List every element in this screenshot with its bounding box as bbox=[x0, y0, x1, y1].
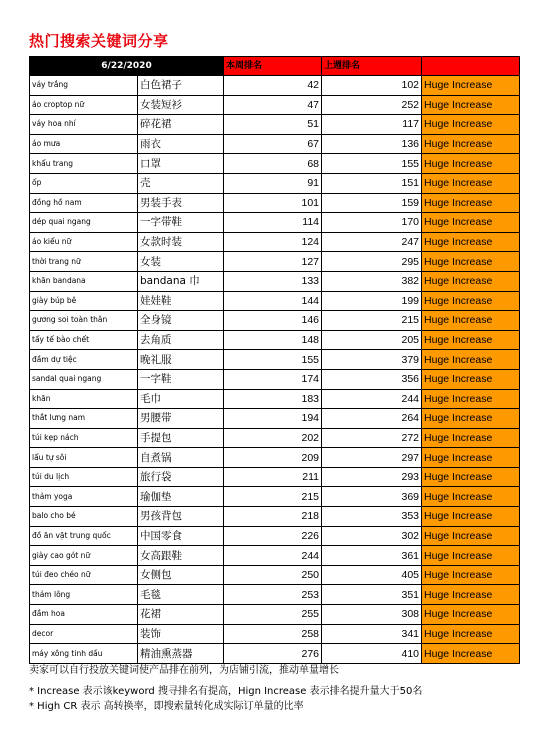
last-week-rank-cell: 247 bbox=[322, 232, 422, 252]
table-row bbox=[30, 389, 520, 409]
keyword-cn-cell: bandana 巾 bbox=[138, 271, 224, 291]
keyword-cn-cell: 男腰带 bbox=[138, 409, 224, 429]
last-week-rank-cell: 302 bbox=[322, 526, 422, 546]
last-week-rank-cell: 244 bbox=[322, 389, 422, 409]
note-high-cr: * High CR 表示 高转换率，即搜索量转化成实际订单量的比率 bbox=[29, 701, 304, 712]
table-row bbox=[30, 291, 520, 311]
header-date: 6/22/2020 bbox=[30, 57, 224, 76]
keyword-cn-cell: 毛毯 bbox=[138, 585, 224, 605]
table-row bbox=[30, 350, 520, 370]
trend-tag-cell: Huge Increase bbox=[422, 330, 520, 350]
trend-tag-cell: Huge Increase bbox=[422, 467, 520, 487]
last-week-rank-cell: 170 bbox=[322, 213, 422, 233]
keyword-cn-cell: 晚礼服 bbox=[138, 350, 224, 370]
table-header-row bbox=[30, 57, 520, 76]
table-row bbox=[30, 232, 520, 252]
this-week-rank-cell: 127 bbox=[224, 252, 322, 272]
trend-tag-cell: Huge Increase bbox=[422, 350, 520, 370]
trend-tag-cell: Huge Increase bbox=[422, 311, 520, 331]
keyword-vi-cell: váy trắng bbox=[30, 76, 138, 96]
this-week-rank-cell: 133 bbox=[224, 271, 322, 291]
table-row bbox=[30, 76, 520, 96]
this-week-rank-cell: 258 bbox=[224, 624, 322, 644]
keyword-cn-cell: 全身镜 bbox=[138, 311, 224, 331]
table-row bbox=[30, 369, 520, 389]
keyword-vi-cell: dép quai ngang bbox=[30, 213, 138, 233]
this-week-rank-cell: 67 bbox=[224, 134, 322, 154]
trend-tag-cell: Huge Increase bbox=[422, 193, 520, 213]
table-row bbox=[30, 134, 520, 154]
keyword-cn-cell: 男孩背包 bbox=[138, 507, 224, 527]
header-last-week: 上週排名 bbox=[322, 57, 422, 76]
this-week-rank-cell: 114 bbox=[224, 213, 322, 233]
last-week-rank-cell: 136 bbox=[322, 134, 422, 154]
trend-tag-cell: Huge Increase bbox=[422, 428, 520, 448]
last-week-rank-cell: 341 bbox=[322, 624, 422, 644]
trend-tag-cell: Huge Increase bbox=[422, 76, 520, 96]
note-increase: * Increase 表示该keyword 搜寻排名有提高，Hign Increase 表示排名提升量大于50名 bbox=[29, 685, 423, 697]
table-row bbox=[30, 409, 520, 429]
this-week-rank-cell: 276 bbox=[224, 644, 322, 664]
keyword-vi-cell: lẩu tự sôi bbox=[30, 448, 138, 468]
this-week-rank-cell: 101 bbox=[224, 193, 322, 213]
this-week-rank-cell: 253 bbox=[224, 585, 322, 605]
last-week-rank-cell: 297 bbox=[322, 448, 422, 468]
table-row bbox=[30, 526, 520, 546]
trend-tag-cell: Huge Increase bbox=[422, 115, 520, 135]
trend-tag-cell: Huge Increase bbox=[422, 95, 520, 115]
keyword-cn-cell: 瑜伽垫 bbox=[138, 487, 224, 507]
last-week-rank-cell: 199 bbox=[322, 291, 422, 311]
last-week-rank-cell: 308 bbox=[322, 605, 422, 625]
last-week-rank-cell: 295 bbox=[322, 252, 422, 272]
trend-tag-cell: Huge Increase bbox=[422, 526, 520, 546]
last-week-rank-cell: 264 bbox=[322, 409, 422, 429]
last-week-rank-cell: 159 bbox=[322, 193, 422, 213]
keyword-vi-cell: đầm dự tiệc bbox=[30, 350, 138, 370]
table-row bbox=[30, 311, 520, 331]
last-week-rank-cell: 293 bbox=[322, 467, 422, 487]
table-row bbox=[30, 448, 520, 468]
last-week-rank-cell: 361 bbox=[322, 546, 422, 566]
trend-tag-cell: Huge Increase bbox=[422, 252, 520, 272]
trend-tag-cell: Huge Increase bbox=[422, 291, 520, 311]
table-row bbox=[30, 644, 520, 664]
keyword-vi-cell: máy xông tinh dầu bbox=[30, 644, 138, 664]
keyword-vi-cell: khăn bandana bbox=[30, 271, 138, 291]
trend-tag-cell: Huge Increase bbox=[422, 585, 520, 605]
keyword-vi-cell: đầm hoa bbox=[30, 605, 138, 625]
keyword-vi-cell: sandal quai ngang bbox=[30, 369, 138, 389]
trend-tag-cell: Huge Increase bbox=[422, 173, 520, 193]
this-week-rank-cell: 47 bbox=[224, 95, 322, 115]
last-week-rank-cell: 410 bbox=[322, 644, 422, 664]
last-week-rank-cell: 155 bbox=[322, 154, 422, 174]
last-week-rank-cell: 272 bbox=[322, 428, 422, 448]
keyword-vi-cell: đồng hồ nam bbox=[30, 193, 138, 213]
this-week-rank-cell: 144 bbox=[224, 291, 322, 311]
trend-tag-cell: Huge Increase bbox=[422, 605, 520, 625]
table-row bbox=[30, 173, 520, 193]
keyword-cn-cell: 毛巾 bbox=[138, 389, 224, 409]
keyword-vi-cell: áo kiểu nữ bbox=[30, 232, 138, 252]
trend-tag-cell: Huge Increase bbox=[422, 507, 520, 527]
keyword-cn-cell: 女装 bbox=[138, 252, 224, 272]
trend-tag-cell: Huge Increase bbox=[422, 213, 520, 233]
trend-tag-cell: Huge Increase bbox=[422, 134, 520, 154]
trend-tag-cell: Huge Increase bbox=[422, 232, 520, 252]
last-week-rank-cell: 351 bbox=[322, 585, 422, 605]
keyword-cn-cell: 碎花裙 bbox=[138, 115, 224, 135]
keyword-vi-cell: thảm yoga bbox=[30, 487, 138, 507]
table-row bbox=[30, 624, 520, 644]
trend-tag-cell: Huge Increase bbox=[422, 154, 520, 174]
table-row bbox=[30, 585, 520, 605]
table-row bbox=[30, 487, 520, 507]
keyword-vi-cell: giày cao gót nữ bbox=[30, 546, 138, 566]
this-week-rank-cell: 91 bbox=[224, 173, 322, 193]
keyword-vi-cell: tẩy tế bào chết bbox=[30, 330, 138, 350]
last-week-rank-cell: 252 bbox=[322, 95, 422, 115]
this-week-rank-cell: 226 bbox=[224, 526, 322, 546]
keyword-vi-cell: ốp bbox=[30, 173, 138, 193]
note-seller: 卖家可以自行投放关键词使产品排在前列，为店铺引流，推动单量增长 bbox=[29, 665, 339, 676]
trend-tag-cell: Huge Increase bbox=[422, 409, 520, 429]
keyword-vi-cell: áo croptop nữ bbox=[30, 95, 138, 115]
keyword-cn-cell: 女款时装 bbox=[138, 232, 224, 252]
keyword-cn-cell: 去角质 bbox=[138, 330, 224, 350]
keyword-table bbox=[29, 56, 520, 664]
notes bbox=[29, 663, 529, 715]
last-week-rank-cell: 151 bbox=[322, 173, 422, 193]
keyword-cn-cell: 中国零食 bbox=[138, 526, 224, 546]
table-row bbox=[30, 330, 520, 350]
table-row bbox=[30, 154, 520, 174]
header-blank bbox=[422, 57, 520, 76]
keyword-cn-cell: 自煮锅 bbox=[138, 448, 224, 468]
trend-tag-cell: Huge Increase bbox=[422, 389, 520, 409]
table-row bbox=[30, 467, 520, 487]
keyword-cn-cell: 装饰 bbox=[138, 624, 224, 644]
keyword-vi-cell: thảm lông bbox=[30, 585, 138, 605]
keyword-cn-cell: 口罩 bbox=[138, 154, 224, 174]
table-row bbox=[30, 428, 520, 448]
table-row bbox=[30, 213, 520, 233]
this-week-rank-cell: 51 bbox=[224, 115, 322, 135]
keyword-cn-cell: 男装手表 bbox=[138, 193, 224, 213]
last-week-rank-cell: 102 bbox=[322, 76, 422, 96]
keyword-cn-cell: 壳 bbox=[138, 173, 224, 193]
keyword-vi-cell: túi kẹp nách bbox=[30, 428, 138, 448]
keyword-vi-cell: thắt lưng nam bbox=[30, 409, 138, 429]
this-week-rank-cell: 255 bbox=[224, 605, 322, 625]
last-week-rank-cell: 215 bbox=[322, 311, 422, 331]
this-week-rank-cell: 250 bbox=[224, 565, 322, 585]
table-row bbox=[30, 252, 520, 272]
keyword-vi-cell: gương soi toàn thân bbox=[30, 311, 138, 331]
keyword-cn-cell: 女高跟鞋 bbox=[138, 546, 224, 566]
keyword-vi-cell: balo cho bé bbox=[30, 507, 138, 527]
table-row bbox=[30, 507, 520, 527]
this-week-rank-cell: 146 bbox=[224, 311, 322, 331]
header-this-week: 本周排名 bbox=[224, 57, 322, 76]
trend-tag-cell: Huge Increase bbox=[422, 644, 520, 664]
this-week-rank-cell: 174 bbox=[224, 369, 322, 389]
trend-tag-cell: Huge Increase bbox=[422, 624, 520, 644]
keyword-cn-cell: 精油熏蒸器 bbox=[138, 644, 224, 664]
keyword-vi-cell: túi đeo chéo nữ bbox=[30, 565, 138, 585]
this-week-rank-cell: 124 bbox=[224, 232, 322, 252]
keyword-cn-cell: 女装短衫 bbox=[138, 95, 224, 115]
last-week-rank-cell: 205 bbox=[322, 330, 422, 350]
keyword-cn-cell: 白色裙子 bbox=[138, 76, 224, 96]
keyword-vi-cell: decor bbox=[30, 624, 138, 644]
table-row bbox=[30, 271, 520, 291]
table-row bbox=[30, 605, 520, 625]
keyword-vi-cell: váy hoa nhí bbox=[30, 115, 138, 135]
table-row bbox=[30, 95, 520, 115]
this-week-rank-cell: 42 bbox=[224, 76, 322, 96]
keyword-cn-cell: 雨衣 bbox=[138, 134, 224, 154]
keyword-vi-cell: áo mưa bbox=[30, 134, 138, 154]
this-week-rank-cell: 202 bbox=[224, 428, 322, 448]
this-week-rank-cell: 211 bbox=[224, 467, 322, 487]
keyword-cn-cell: 花裙 bbox=[138, 605, 224, 625]
this-week-rank-cell: 194 bbox=[224, 409, 322, 429]
keyword-cn-cell: 女侧包 bbox=[138, 565, 224, 585]
table-row bbox=[30, 115, 520, 135]
this-week-rank-cell: 209 bbox=[224, 448, 322, 468]
page-title: 热门搜索关键词分享 bbox=[29, 32, 169, 50]
trend-tag-cell: Huge Increase bbox=[422, 487, 520, 507]
this-week-rank-cell: 218 bbox=[224, 507, 322, 527]
last-week-rank-cell: 379 bbox=[322, 350, 422, 370]
this-week-rank-cell: 215 bbox=[224, 487, 322, 507]
last-week-rank-cell: 369 bbox=[322, 487, 422, 507]
keyword-cn-cell: 娃娃鞋 bbox=[138, 291, 224, 311]
this-week-rank-cell: 68 bbox=[224, 154, 322, 174]
table-row bbox=[30, 546, 520, 566]
last-week-rank-cell: 382 bbox=[322, 271, 422, 291]
keyword-cn-cell: 一字带鞋 bbox=[138, 213, 224, 233]
keyword-vi-cell: thời trang nữ bbox=[30, 252, 138, 272]
last-week-rank-cell: 353 bbox=[322, 507, 422, 527]
trend-tag-cell: Huge Increase bbox=[422, 546, 520, 566]
this-week-rank-cell: 155 bbox=[224, 350, 322, 370]
trend-tag-cell: Huge Increase bbox=[422, 565, 520, 585]
this-week-rank-cell: 148 bbox=[224, 330, 322, 350]
this-week-rank-cell: 183 bbox=[224, 389, 322, 409]
trend-tag-cell: Huge Increase bbox=[422, 271, 520, 291]
last-week-rank-cell: 356 bbox=[322, 369, 422, 389]
table-row bbox=[30, 565, 520, 585]
table-row bbox=[30, 193, 520, 213]
keyword-vi-cell: giày búp bê bbox=[30, 291, 138, 311]
last-week-rank-cell: 117 bbox=[322, 115, 422, 135]
keyword-vi-cell: khẩu trang bbox=[30, 154, 138, 174]
keyword-vi-cell: đồ ăn vặt trung quốc bbox=[30, 526, 138, 546]
this-week-rank-cell: 244 bbox=[224, 546, 322, 566]
last-week-rank-cell: 405 bbox=[322, 565, 422, 585]
keyword-vi-cell: túi du lịch bbox=[30, 467, 138, 487]
trend-tag-cell: Huge Increase bbox=[422, 369, 520, 389]
keyword-vi-cell: khăn bbox=[30, 389, 138, 409]
keyword-cn-cell: 旅行袋 bbox=[138, 467, 224, 487]
trend-tag-cell: Huge Increase bbox=[422, 448, 520, 468]
keyword-cn-cell: 手提包 bbox=[138, 428, 224, 448]
keyword-cn-cell: 一字鞋 bbox=[138, 369, 224, 389]
